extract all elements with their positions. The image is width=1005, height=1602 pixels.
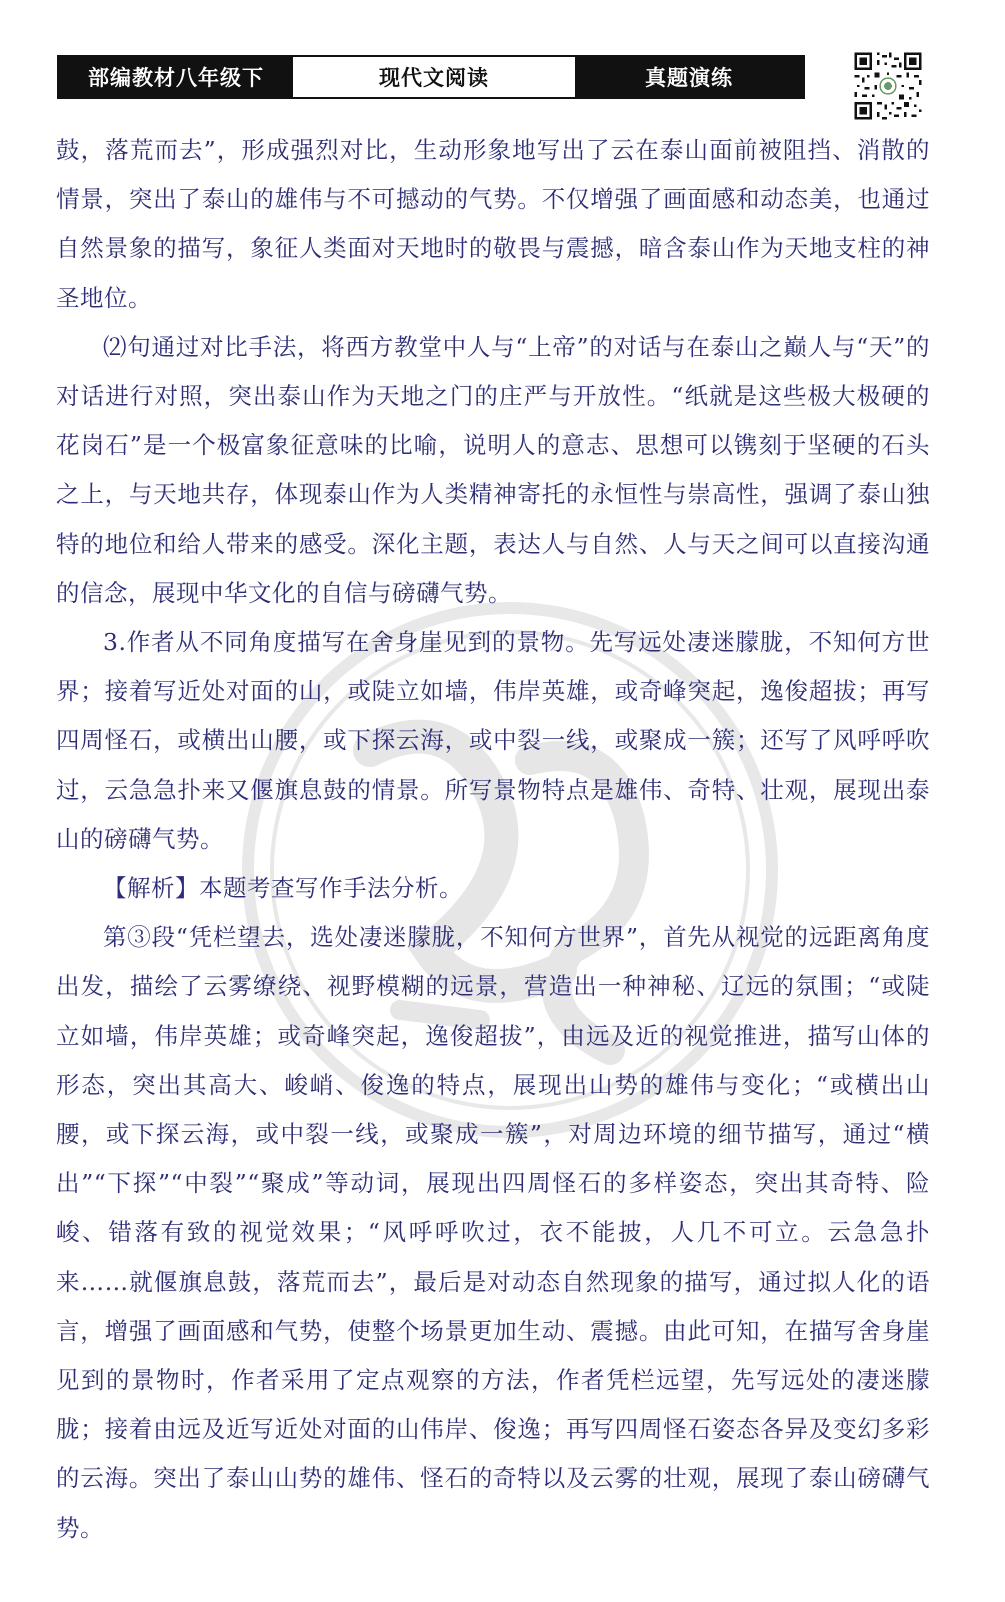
- header-bar: [57, 55, 805, 99]
- paragraph-1: 鼓，落荒而去”，形成强烈对比，生动形象地写出了云在泰山面前被阻挡、消散的情景，突出了泰山的雄伟与不可撼动的气势。不仅增强了画面感和动态美，也通过自然景象的描写，象征人类面对天地时的敬畏与震撼，暗含泰山作为天地支柱的神圣地位。: [56, 136, 930, 312]
- paragraph-analysis-label: 【解析】本题考查写作手法分析。: [103, 874, 463, 903]
- paragraph-3: 3.作者从不同角度描写在舍身崖见到的景物。先写远处凄迷朦胧，不知何方世界；接着写近处对面的山，或陡立如墙，伟岸英雄，或奇峰突起，逸俊超拔；再写四周怪石，或横出山腰，或下探云海，或中裂一线，或聚成一簇；还写了风呼呼吹过，云急急扑来又偃旗息鼓的情景。所写景物特点是雄伟、奇特、壮观，展现出泰山的磅礴气势。: [56, 628, 930, 853]
- header-section: 现代文阅读: [293, 57, 575, 97]
- header-grade: 部编教材八年级下: [59, 57, 293, 97]
- paragraph-5: 第③段“凭栏望去，选处凄迷朦胧，不知何方世界”，首先从视觉的远距离角度出发，描绘了云雾缭绕、视野模糊的远景，营造出一种神秘、辽远的氛围；“或陡立如墙，伟岸英雄；或奇峰突起，逸俊超拔”，由远及近的视觉推进，描写山体的形态，突出其高大、峻峭、俊逸的特点，展现出山势的雄伟与变化；“或横出山腰，或下探云海，或中裂一线，或聚成一簇”，对周边环境的细节描写，通过“横出”“下探”“中裂”“聚成”等动词，展现出四周怪石的多样姿态，突出其奇特、险峻、错落有致的视觉效果；“风呼呼吹过，衣不能披，人几不可立。云急急扑来……就偃旗息鼓，落荒而去”，最后是对动态自然现象的描写，通过拟人化的语言，增强了画面感和气势，使整个场景更加生动、震撼。由此可知，在描写舍身崖见到的景物时，作者采用了定点观察的方法，作者凭栏远望，先写远处的凄迷朦胧；接着由远及近写近处对面的山伟岸、俊逸；再写四周怪石姿态各异及变幻多彩的云海。突出了泰山山势的雄伟、怪石的奇特以及云雾的壮观，展现了泰山磅礴气势。: [56, 923, 930, 1542]
- paragraph-2: ⑵句通过对比手法，将西方教堂中人与“上帝”的对话与在泰山之巅人与“天”的对话进行对照，突出泰山作为天地之门的庄严与开放性。“纸就是这些极大极硬的花岗石”是一个极富象征意味的比喻，说明人的意志、思想可以镌刻于坚硬的石头之上，与天地共存，体现泰山作为人类精神寄托的永恒性与崇高性，强调了泰山独特的地位和给人带来的感受。深化主题，表达人与自然、人与天之间可以直接沟通的信念，展现中华文化的自信与磅礴气势。: [56, 332, 930, 607]
- header-type: 真题演练: [575, 57, 803, 97]
- qr-code-icon: [852, 50, 924, 122]
- answer-content: [56, 126, 930, 1553]
